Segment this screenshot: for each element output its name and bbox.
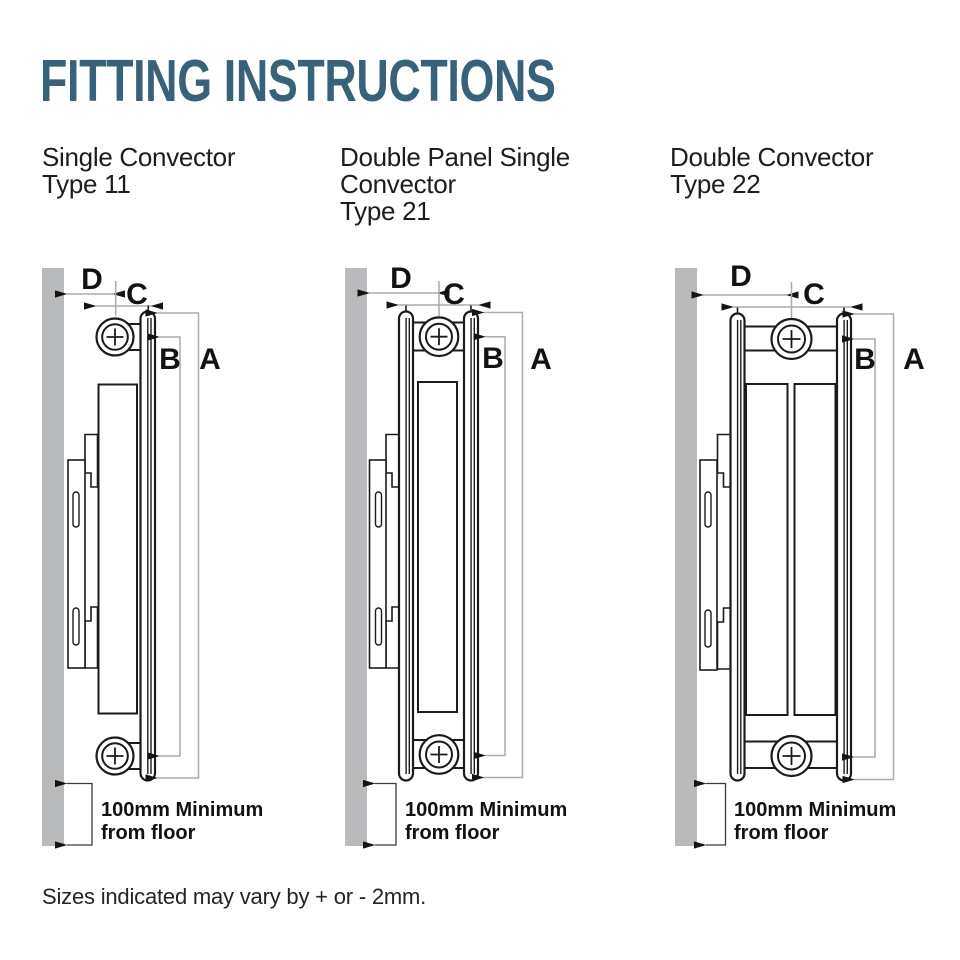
wall [42,268,64,846]
bracket-slot [705,492,711,527]
bracket-top-hook [85,435,98,488]
bracket-bottom-hook [85,607,98,668]
wall [675,268,697,846]
convector-casing [99,385,138,714]
dimension-b-label: B [854,343,876,376]
floor-note-line2: from floor [734,822,829,844]
dimension-a-label: A [199,343,221,376]
page-title: FITTING INSTRUCTIONS [40,48,556,114]
dimension-d-label: D [390,262,412,295]
bracket-slot [73,492,79,527]
floor-note-line2: from floor [405,822,500,844]
heading-line: Single Convector [42,142,236,172]
bracket-top-hook [718,435,731,488]
dimension-b-label: B [482,342,504,375]
floor-clearance-arrow [375,784,396,846]
dimension-a-arrow [158,313,199,778]
convector-fin [418,382,457,712]
dimension-c-label: C [126,278,148,311]
heading-line: Double Panel Single [340,142,570,172]
dimension-a-label: A [530,343,552,376]
diagram-single-convector-type-11 [42,263,263,846]
diagram-double-panel-single-convector-type-21 [345,262,567,846]
bracket-bottom-hook [386,607,399,668]
heading-line: Double Convector [670,142,874,172]
dimension-a-arrow [484,313,523,778]
bracket-bottom-hook [718,608,731,669]
wall [345,268,367,846]
dimension-a-arrow [855,314,894,780]
dimension-c-label: C [443,278,465,311]
diagram-double-convector-type-22 [675,260,925,846]
bracket-slot [73,608,79,645]
heading-line: Type 11 [42,169,131,199]
bracket-top-hook [386,435,399,488]
heading-line: Type 22 [670,169,761,199]
dimension-b-arrow [160,337,181,756]
floor-clearance-arrow [67,784,92,846]
convector-fin [795,384,836,715]
tolerance-note: Sizes indicated may vary by + or - 2mm. [42,884,427,909]
heading-line: Convector [340,169,456,199]
dimension-b-arrow [486,337,506,756]
heading-line: Type 21 [340,196,431,226]
floor-note-line2: from floor [101,822,196,844]
bracket-slot [376,608,382,645]
floor-note-line1: 100mm Minimum [101,799,264,821]
floor-note-line1: 100mm Minimum [405,799,568,821]
dimension-d-label: D [81,263,103,296]
dimension-d-label: D [730,260,752,293]
dimension-c-label: C [803,278,825,311]
bracket-slot [705,610,711,647]
dimension-b-label: B [159,343,181,376]
floor-note-line1: 100mm Minimum [734,799,897,821]
bracket-slot [376,492,382,527]
dimension-a-label: A [903,343,925,376]
floor-clearance-arrow [706,784,726,846]
convector-fin [746,384,788,715]
dimension-b-arrow [854,339,875,757]
